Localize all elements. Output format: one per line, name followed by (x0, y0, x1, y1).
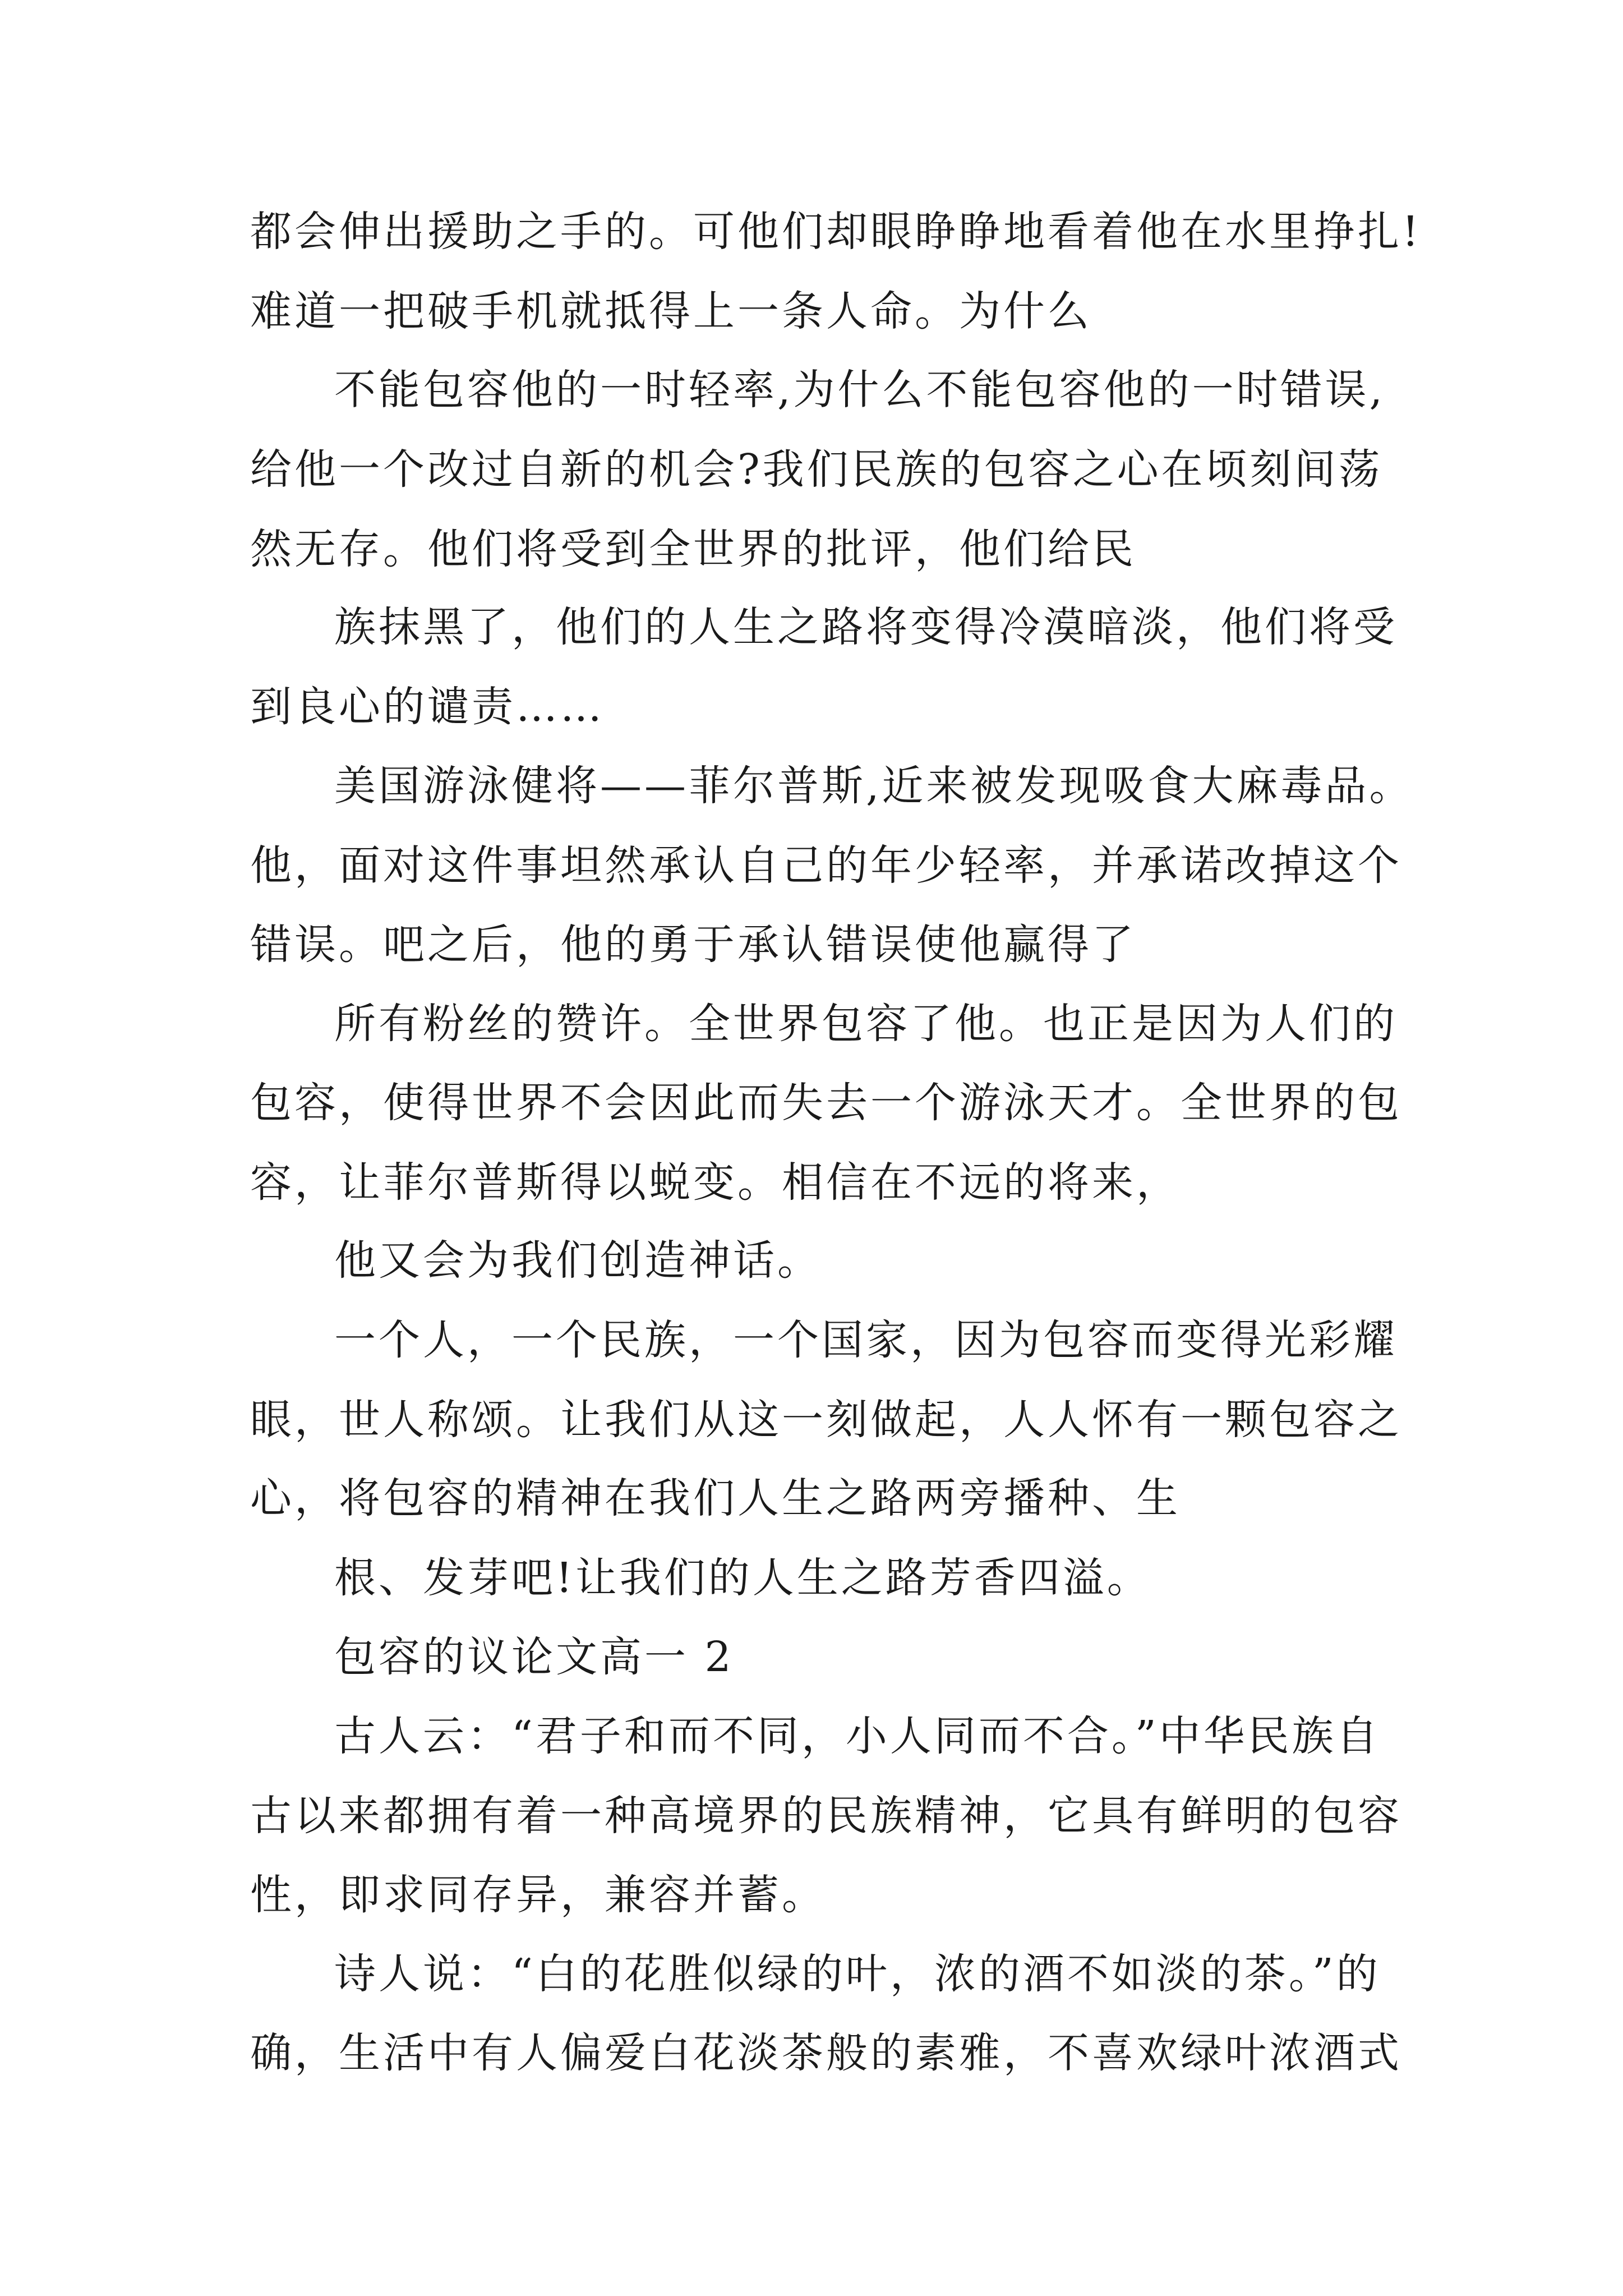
text-line: 诗人说：“白的花胜似绿的叶，浓的酒不如淡的茶。”的 (334, 1950, 1381, 1998)
text-line: 错误。吧之后，他的勇于承认错误使他赢得了 (250, 921, 1136, 969)
text-line: 心，将包容的精神在我们人生之路两旁播种、生 (250, 1474, 1181, 1522)
text-line: 一个人，一个民族，一个国家，因为包容而变得光彩耀 (334, 1316, 1398, 1364)
text-line: 古以来都拥有着一种高境界的民族精神，它具有鲜明的包容 (250, 1792, 1402, 1840)
text-line: 难道一把破手机就抵得上一条人命。为什么 (250, 287, 1092, 335)
text-line: 他，面对这件事坦然承认自己的年少轻率，并承诺改掉这个 (250, 841, 1402, 890)
text-line: 他又会为我们创造神话。 (334, 1236, 822, 1285)
text-line: 给他一个改过自新的机会?我们民族的包容之心在顷刻间荡 (250, 445, 1383, 494)
text-line: 确，生活中有人偏爱白花淡茶般的素雅，不喜欢绿叶浓酒式 (250, 2029, 1402, 2077)
text-line: 所有粉丝的赞许。全世界包容了他。也正是因为人们的 (334, 1000, 1398, 1048)
text-line: 到良心的谴责…… (250, 683, 605, 731)
text-line: 不能包容他的一时轻率,为什么不能包容他的一时错误, (334, 366, 1386, 414)
text-line: 然无存。他们将受到全世界的批评，他们给民 (250, 525, 1136, 573)
text-line: 都会伸出援助之手的。可他们却眼睁睁地看着他在水里挣扎! (250, 208, 1422, 256)
text-line: 古人云：“君子和而不同，小人同而不合。”中华民族自 (334, 1712, 1381, 1760)
text-line: 容，让菲尔普斯得以蜕变。相信在不远的将来， (250, 1158, 1181, 1207)
text-line: 眼，世人称颂。让我们从这一刻做起，人人怀有一颗包容之 (250, 1396, 1402, 1444)
text-line: 包容，使得世界不会因此而失去一个游泳天才。全世界的包 (250, 1079, 1402, 1127)
text-line: 根、发芽吧!让我们的人生之路芳香四溢。 (334, 1554, 1151, 1602)
text-line: 美国游泳健将——菲尔普斯,近来被发现吸食大麻毒品。 (334, 762, 1414, 810)
text-line: 性，即求同存异，兼容并蓄。 (250, 1871, 826, 1919)
section-heading: 包容的议论文高一 2 (334, 1633, 734, 1681)
text-line: 族抹黑了，他们的人生之路将变得冷漠暗淡，他们将受 (334, 603, 1398, 651)
